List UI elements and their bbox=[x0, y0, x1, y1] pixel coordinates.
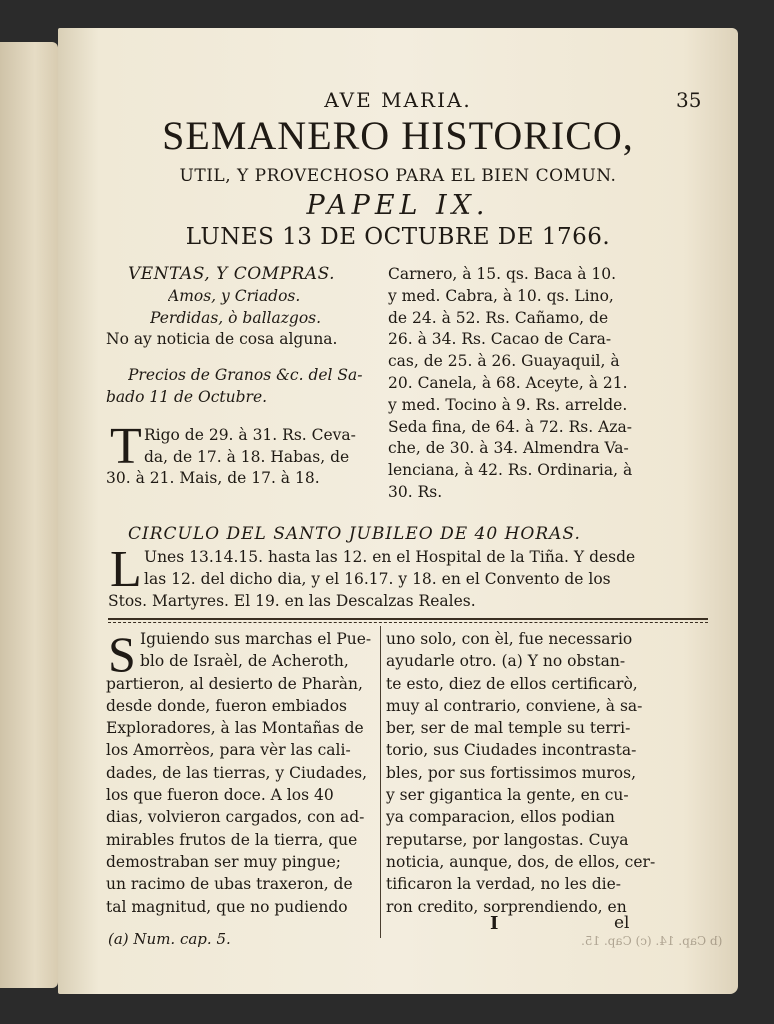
body-line: un racimo de ubas traxeron, de bbox=[106, 875, 353, 894]
document-page bbox=[58, 28, 738, 994]
ave-maria-header: AVE MARIA. bbox=[324, 88, 472, 112]
trigo-line-2: da, de 17. à 18. Habas, de bbox=[144, 447, 350, 466]
section-rule-dashed bbox=[108, 622, 708, 623]
jubileo-paragraph bbox=[108, 541, 698, 612]
body-line: ya comparacion, ellos podian bbox=[386, 808, 615, 827]
body-line: bles, por sus fortissimos muros, bbox=[386, 763, 637, 782]
body-line: torio, sus Ciudades incontrasta- bbox=[386, 741, 637, 760]
body-line: ayudarle otro. (a) Y no obstan- bbox=[386, 652, 626, 671]
bleed-through-footnote: (b Cap. 14. (c) Cap. 15. bbox=[581, 934, 723, 948]
body-line: noticia, aunque, dos, de ellos, cer- bbox=[386, 852, 656, 871]
body-line: tificaron la verdad, no les die- bbox=[386, 875, 622, 894]
body-right-column bbox=[386, 628, 686, 918]
jubileo-line-2: las 12. del dicho dia, y el 16.17. y 18. en el Convento de los bbox=[144, 570, 611, 588]
body-line: blo de Israèl, de Acheroth, bbox=[140, 652, 349, 671]
left-column bbox=[106, 264, 376, 490]
body-line: los que fueron doce. A los 40 bbox=[106, 786, 334, 805]
right-column bbox=[388, 264, 688, 504]
precios-line: 20. Canela, à 68. Aceyte, à 21. bbox=[388, 373, 628, 392]
body-left-column bbox=[106, 628, 376, 918]
body-line: muy al contrario, conviene, à sa- bbox=[386, 696, 643, 715]
precios-line: y med. Tocino à 9. Rs. arrelde. bbox=[388, 395, 628, 414]
catchword: el bbox=[614, 913, 630, 933]
drop-cap-t: T bbox=[110, 417, 142, 475]
signature-mark: I bbox=[490, 913, 499, 934]
precios-line: Seda fina, de 64. à 72. Rs. Aza- bbox=[388, 417, 632, 436]
footnote: (a) Num. cap. 5. bbox=[108, 930, 231, 948]
body-line: partieron, al desierto de Pharàn, bbox=[106, 674, 363, 693]
body-line: dias, volvieron cargados, con ad- bbox=[106, 808, 365, 827]
precios-line: cas, de 25. à 26. Guayaquil, à bbox=[388, 352, 620, 371]
section-rule bbox=[108, 618, 708, 620]
jubileo-line-1: Unes 13.14.15. hasta las 12. en el Hospital de la Tiña. Y desde bbox=[144, 548, 636, 566]
precios-line: lenciana, à 42. Rs. Ordinaria, à bbox=[388, 461, 633, 480]
drop-cap-s: S bbox=[108, 626, 136, 682]
issue-number: PAPEL IX. bbox=[306, 190, 490, 221]
trigo-paragraph bbox=[106, 417, 376, 490]
precios-line: 30. Rs. bbox=[388, 482, 443, 501]
body-line: te esto, diez de ellos certificarò, bbox=[386, 674, 638, 693]
body-line: desde donde, fueron embiados bbox=[106, 696, 347, 715]
body-line: y ser gigantica la gente, en cu- bbox=[386, 786, 629, 805]
body-line: ron credito, sorprendiendo, en bbox=[386, 897, 627, 916]
body-line: los Amorrèos, para vèr las cali- bbox=[106, 741, 351, 760]
body-line: Exploradores, à las Montañas de bbox=[106, 719, 364, 738]
page-number: 35 bbox=[676, 88, 702, 112]
body-line: ber, ser de mal temple su terri- bbox=[386, 719, 631, 738]
body-line: demostraban ser muy pingue; bbox=[106, 852, 342, 871]
body-line: mirables frutos de la tierra, que bbox=[106, 830, 358, 849]
page-title: SEMANERO HISTORICO, bbox=[162, 113, 634, 158]
noticia-text: No ay noticia de cosa alguna. bbox=[106, 330, 338, 349]
facing-page-edge bbox=[0, 42, 58, 988]
precios-line: y med. Cabra, à 10. qs. Lino, bbox=[388, 286, 614, 305]
ventas-heading: VENTAS, Y COMPRAS. bbox=[128, 264, 336, 284]
precios-line: Carnero, à 15. qs. Baca à 10. bbox=[388, 265, 617, 283]
body-line: Iguiendo sus marchas el Pue- bbox=[140, 630, 372, 648]
perdidas-subheading: Perdidas, ò ballazgos. bbox=[150, 308, 322, 327]
precios-line: che, de 30. à 34. Almendra Va- bbox=[388, 439, 629, 458]
precios-heading-1: Precios de Granos &c. del Sa- bbox=[128, 366, 363, 385]
body-line: uno solo, con èl, fue necessario bbox=[386, 630, 633, 648]
precios-line: 26. à 34. Rs. Cacao de Cara- bbox=[388, 330, 612, 349]
jubileo-heading: CIRCULO DEL SANTO JUBILEO DE 40 HORAS. bbox=[128, 524, 581, 544]
body-line: reputarse, por langostas. Cuya bbox=[386, 830, 629, 849]
amos-subheading: Amos, y Criados. bbox=[168, 286, 301, 305]
body-line: dades, de las tierras, y Ciudades, bbox=[106, 763, 368, 782]
jubileo-line-3: Stos. Martyres. El 19. en las Descalzas Reales. bbox=[108, 592, 476, 610]
trigo-line-3: 30. à 21. Mais, de 17. à 18. bbox=[106, 469, 320, 488]
precios-heading-2: bado 11 de Octubre. bbox=[106, 387, 268, 406]
body-line: tal magnitud, que no pudiendo bbox=[106, 897, 348, 916]
drop-cap-l: L bbox=[110, 541, 142, 598]
subtitle: UTIL, Y PROVECHOSO PARA EL BIEN COMUN. bbox=[179, 166, 617, 186]
column-divider bbox=[380, 626, 381, 938]
trigo-line-1: Rigo de 29. à 31. Rs. Ceva- bbox=[144, 425, 356, 444]
precios-line: de 24. à 52. Rs. Cañamo, de bbox=[388, 308, 609, 327]
issue-date: LUNES 13 DE OCTUBRE DE 1766. bbox=[185, 224, 611, 250]
